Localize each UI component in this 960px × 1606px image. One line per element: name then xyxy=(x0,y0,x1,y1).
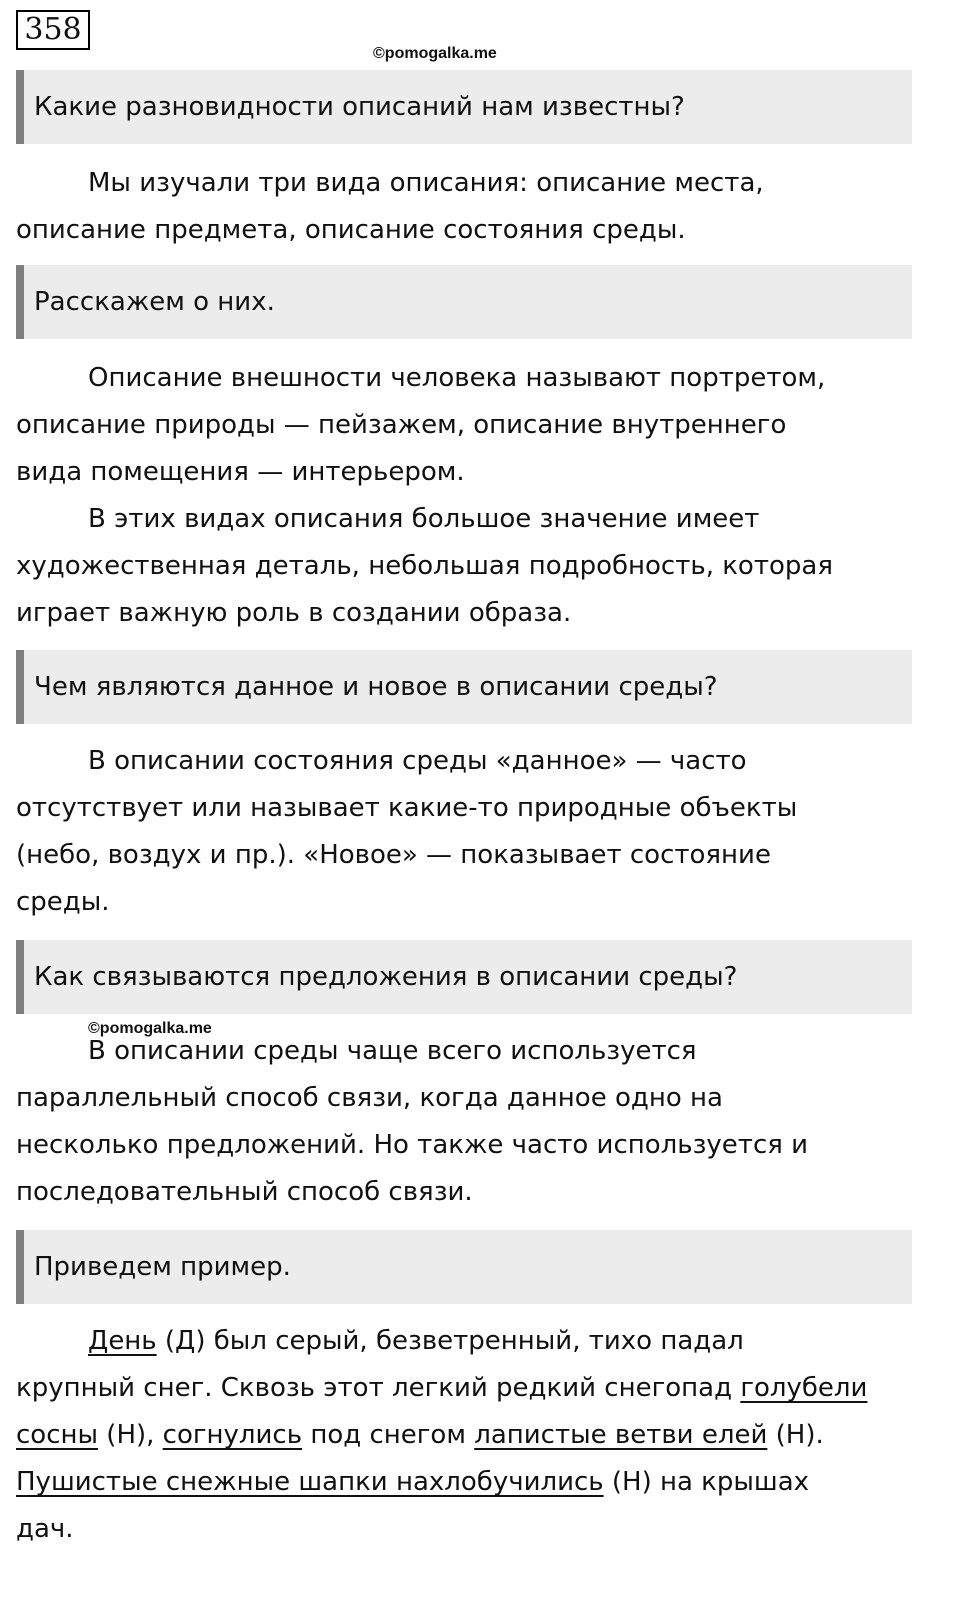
answer-2-paragraph-2: В этих видах описания большое значение имеет художественная деталь, небольшая подробность, которая играет важную роль в создании образа. xyxy=(16,504,833,628)
answer-2-paragraph-1: Описание внешности человека называют портретом, описание природы — пейзажем, описание внутреннего вида помещения — интерьером. xyxy=(16,363,826,487)
example-text: День (Д) был серый, безветренный, тихо падал крупный снег. Сквозь этот легкий редкий снегопад голубели сосны (Н), согнулись под снегом лапистые ветви елей (Н). Пушистые снежные шапки нахлобучились (Н) на крышах дач. xyxy=(16,1326,868,1544)
task-number: 358 xyxy=(16,10,90,50)
question-1: Какие разновидности описаний нам известны? xyxy=(16,70,912,144)
answer-3: В описании состояния среды «данное» — часто отсутствует или называет какие-то природные объекты (небо, воздух и пр.). «Новое» — показывает состояние среды. xyxy=(16,746,798,917)
question-5: Приведем пример. xyxy=(16,1230,912,1304)
watermark: ©pomogalka.me xyxy=(373,45,497,62)
answer-4: В описании среды чаще всего используется параллельный способ связи, когда данное одно на несколько предложений. Но также часто используется и последовательный способ связи. xyxy=(16,1036,809,1207)
question-3: Чем являются данное и новое в описании среды? xyxy=(16,650,912,724)
question-4: Как связываются предложения в описании среды? xyxy=(16,940,912,1014)
question-2: Расскажем о них. xyxy=(16,265,912,339)
answer-1: Мы изучали три вида описания: описание места, описание предмета, описание состояния среды. xyxy=(16,168,764,245)
watermark: ©pomogalka.me xyxy=(88,1020,212,1037)
